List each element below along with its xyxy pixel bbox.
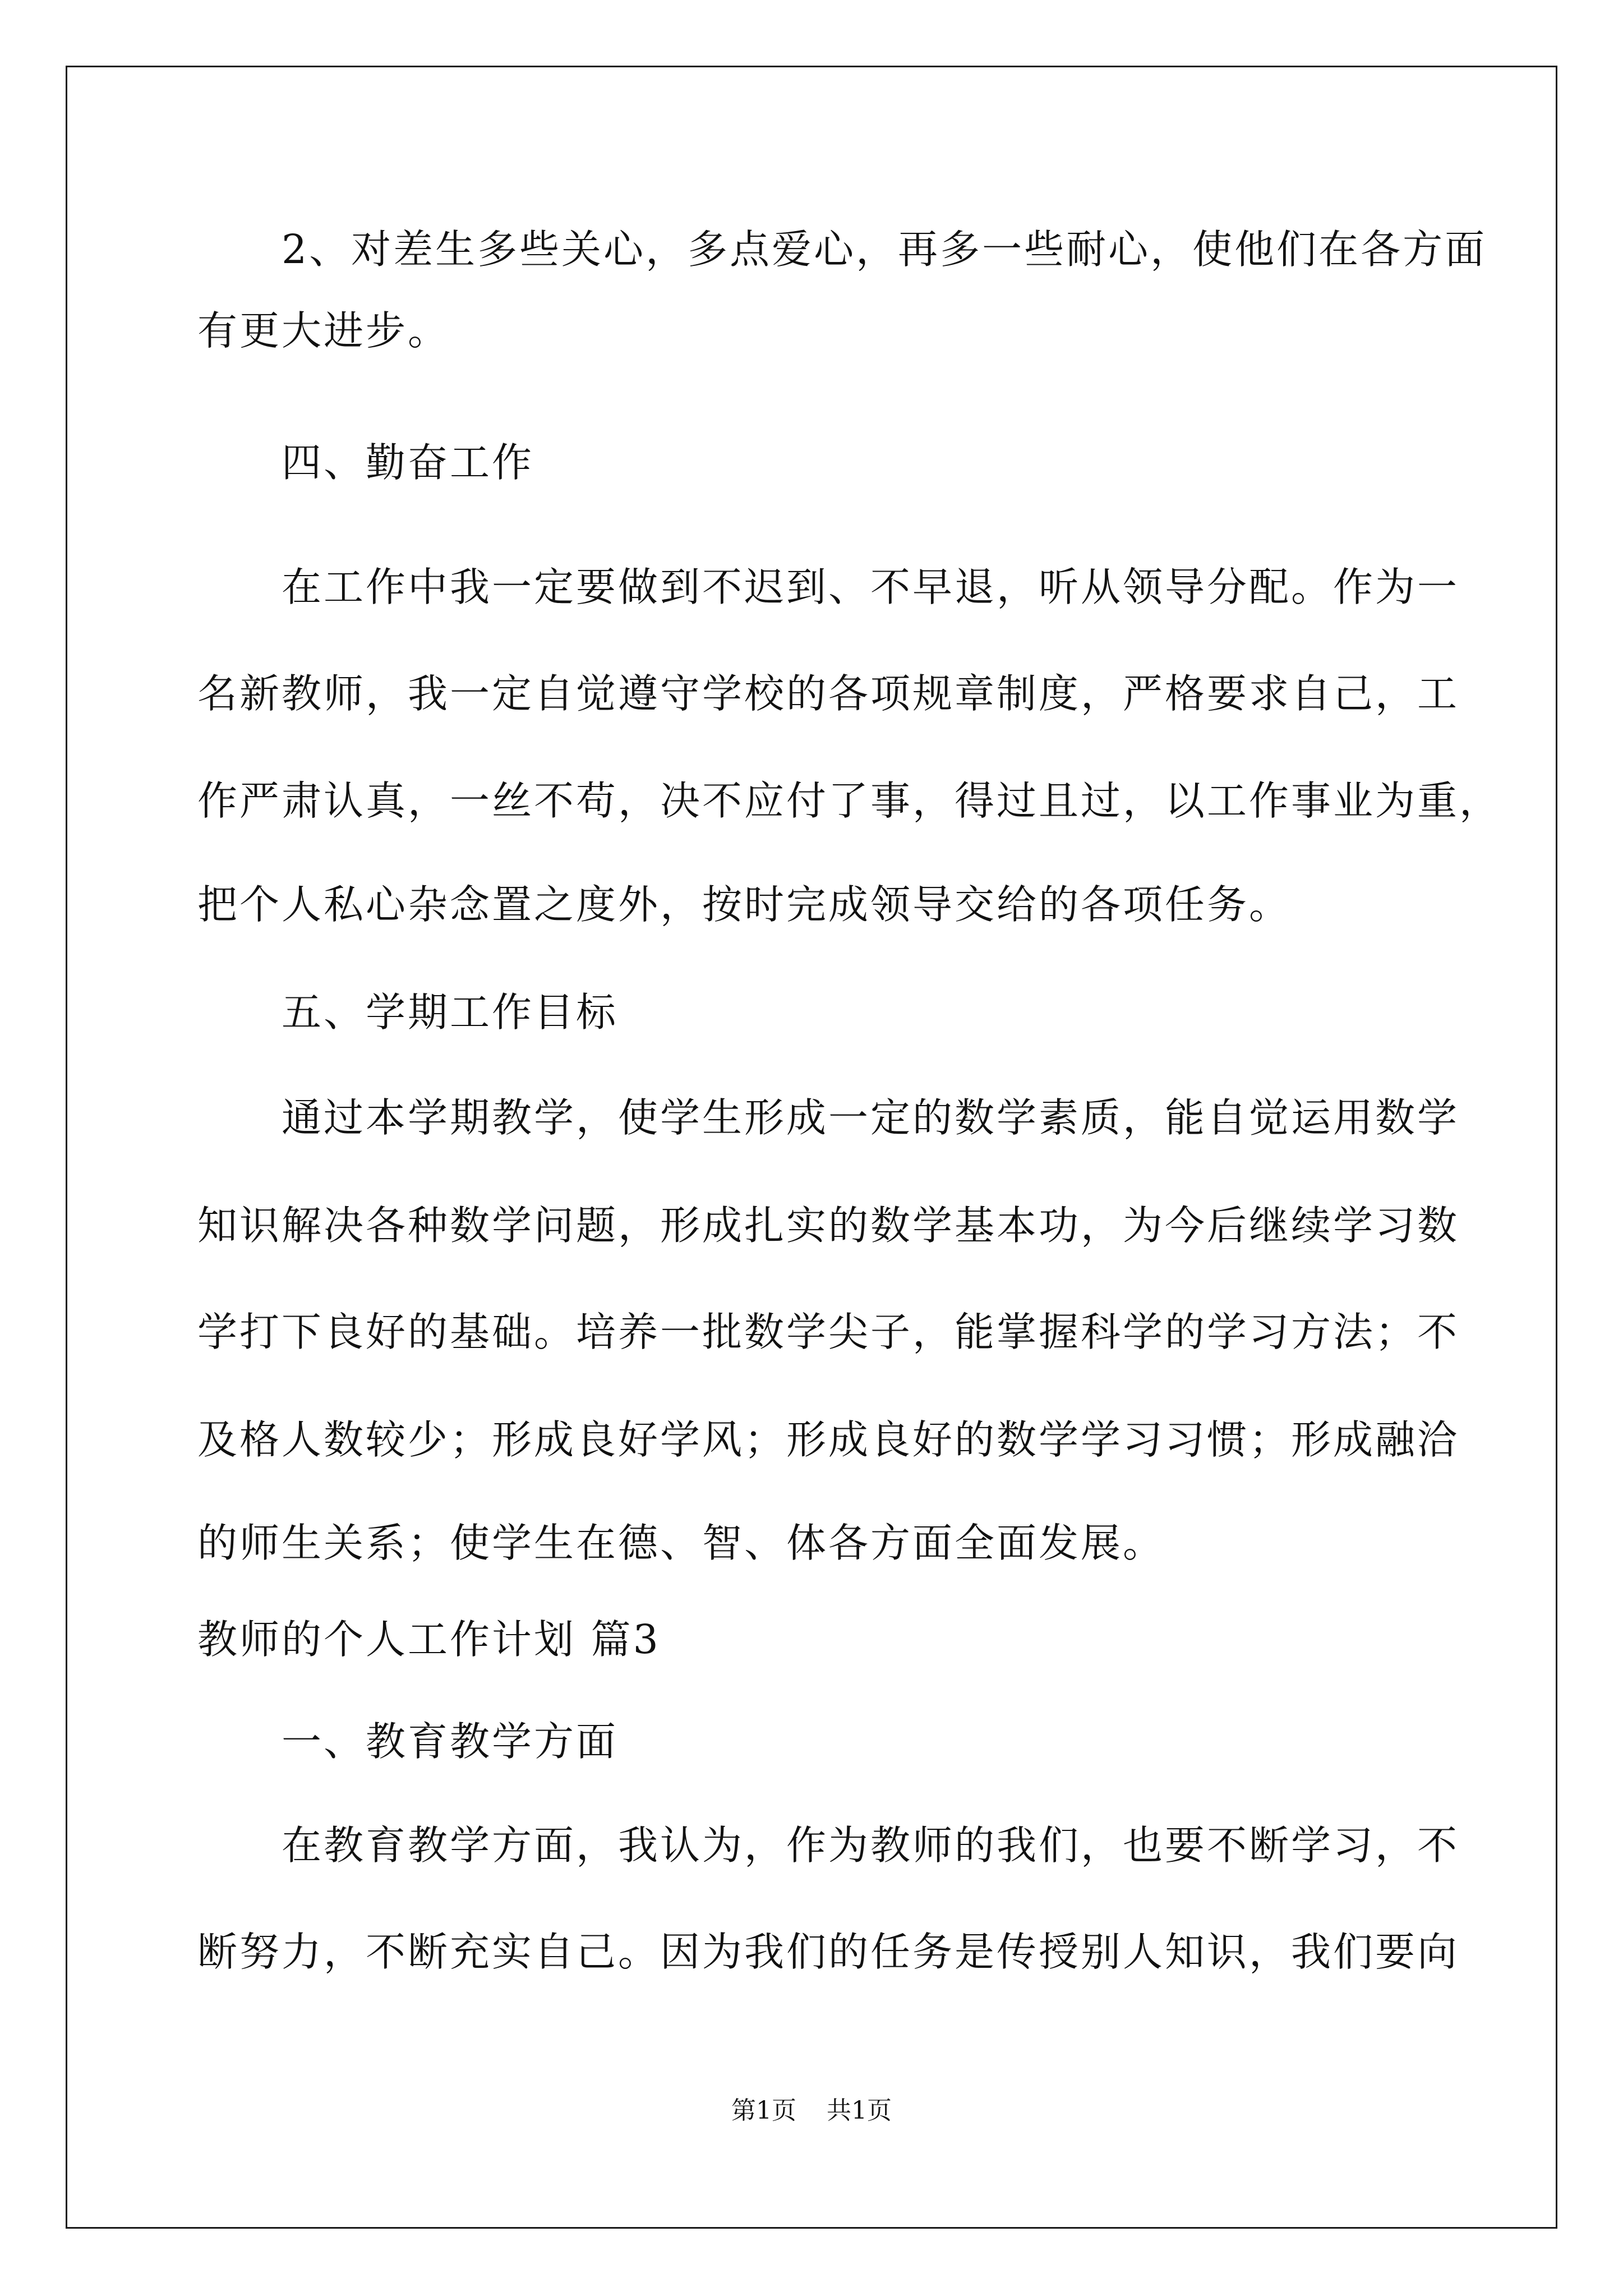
paragraph-line: 2、对差生多些关心，多点爱心，再多一些耐心，使他们在各方面 [282,226,1487,273]
section-heading: 四、勤奋工作 [282,439,534,486]
paragraph-line: 名新教师，我一定自觉遵守学校的各项规章制度，严格要求自己，工 [197,670,1460,717]
section-heading: 一、教育教学方面 [282,1718,619,1765]
paragraph-line: 在教育教学方面，我认为，作为教师的我们，也要不断学习，不 [282,1822,1460,1869]
document-title: 教师的个人工作计划 篇3 [197,1616,661,1663]
paragraph-line: 学打下良好的基础。培养一批数学尖子，能掌握科学的学习方法；不 [197,1309,1460,1355]
paragraph-line: 有更大进步。 [197,307,450,354]
paragraph-line: 把个人私心杂念置之度外，按时完成领导交给的各项任务。 [197,881,1292,928]
page-total: 共1页 [827,2096,892,2125]
paragraph-line: 及格人数较少；形成良好学风；形成良好的数学学习习惯；形成融洽 [197,1416,1460,1463]
paragraph-line: 的师生关系；使学生在德、智、体各方面全面发展。 [197,1520,1165,1566]
page-footer [0,2095,1623,2127]
paragraph-line: 作严肃认真，一丝不苟，决不应付了事，得过且过，以工作事业为重， [197,777,1502,824]
paragraph-line: 在工作中我一定要做到不迟到、不早退，听从领导分配。作为一 [282,564,1460,610]
paragraph-line: 断努力，不断充实自己。因为我们的任务是传授别人知识，我们要向 [197,1929,1460,1975]
paragraph-line: 通过本学期教学，使学生形成一定的数学素质，能自觉运用数学 [282,1094,1460,1141]
page-border [66,66,1557,2229]
paragraph-line: 知识解决各种数学问题，形成扎实的数学基本功，为今后继续学习数 [197,1202,1460,1249]
section-heading: 五、学期工作目标 [282,989,619,1036]
page-number: 第1页 [731,2096,796,2125]
